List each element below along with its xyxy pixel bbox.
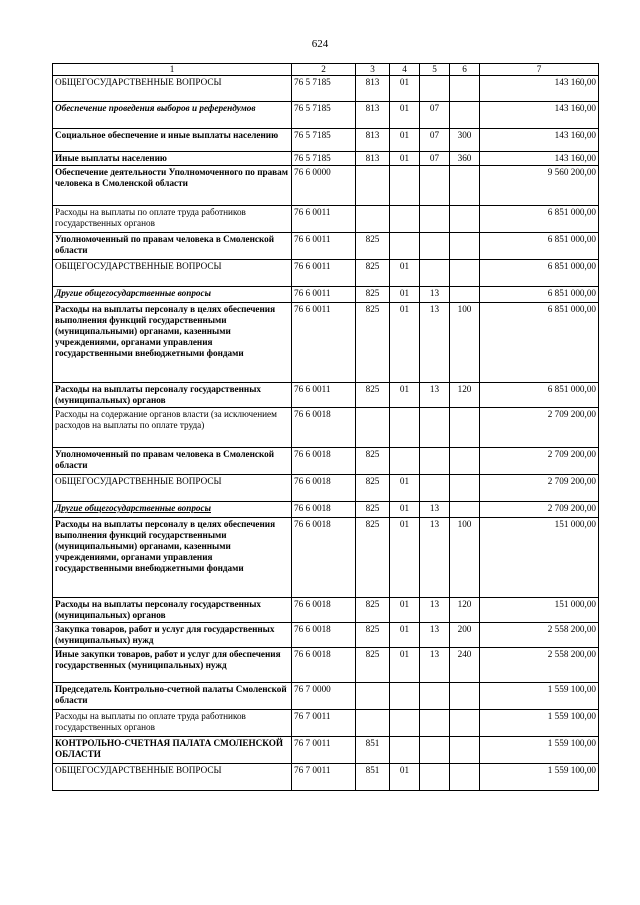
expense-name-cell: ОБЩЕГОСУДАРСТВЕННЫЕ ВОПРОСЫ xyxy=(53,260,292,287)
subsection-code-cell xyxy=(420,448,450,475)
section-code-cell xyxy=(390,448,420,475)
amount-cell: 6 851 000,00 xyxy=(480,260,599,287)
subsection-code-cell xyxy=(420,710,450,737)
expense-type-code-cell xyxy=(450,206,480,233)
expense-name-cell: Расходы на содержание органов власти (за исключением расходов на выплаты по оплате труда) xyxy=(53,408,292,448)
table-row xyxy=(53,475,599,502)
column-number-row xyxy=(53,64,599,76)
target-code-cell: 76 6 0018 xyxy=(292,518,356,598)
grbs-code-cell xyxy=(356,206,390,233)
section-code-cell: 01 xyxy=(390,383,420,408)
expense-name-cell: Уполномоченный по правам человека в Смоленской области xyxy=(53,448,292,475)
expense-type-code-cell: 300 xyxy=(450,129,480,152)
target-code-cell: 76 6 0011 xyxy=(292,233,356,260)
expense-name-cell: Расходы на выплаты персоналу государственных (муниципальных) органов xyxy=(53,383,292,408)
expense-name-cell: Обеспечение деятельности Уполномоченного по правам человека в Смоленской области xyxy=(53,166,292,206)
table-row xyxy=(53,598,599,623)
grbs-code-cell: 825 xyxy=(356,287,390,303)
column-header: 5 xyxy=(420,64,450,76)
section-code-cell: 01 xyxy=(390,129,420,152)
grbs-code-cell: 813 xyxy=(356,102,390,129)
section-code-cell: 01 xyxy=(390,287,420,303)
expense-name-cell: ОБЩЕГОСУДАРСТВЕННЫЕ ВОПРОСЫ xyxy=(53,475,292,502)
expense-name-cell: КОНТРОЛЬНО-СЧЕТНАЯ ПАЛАТА СМОЛЕНСКОЙ ОБЛАСТИ xyxy=(53,737,292,764)
expense-name-cell: Обеспечение проведения выборов и референдумов xyxy=(53,102,292,129)
expense-type-code-cell xyxy=(450,683,480,710)
table-row xyxy=(53,287,599,303)
expense-name-cell: Расходы на выплаты по оплате труда работников государственных органов xyxy=(53,710,292,737)
amount-cell: 2 709 200,00 xyxy=(480,408,599,448)
grbs-code-cell: 813 xyxy=(356,152,390,166)
target-code-cell: 76 7 0011 xyxy=(292,710,356,737)
section-code-cell: 01 xyxy=(390,598,420,623)
subsection-code-cell: 13 xyxy=(420,287,450,303)
expense-type-code-cell: 360 xyxy=(450,152,480,166)
grbs-code-cell xyxy=(356,166,390,206)
section-code-cell: 01 xyxy=(390,764,420,791)
grbs-code-cell: 825 xyxy=(356,233,390,260)
table-row xyxy=(53,206,599,233)
table-row xyxy=(53,233,599,260)
subsection-code-cell xyxy=(420,233,450,260)
expense-type-code-cell xyxy=(450,502,480,518)
subsection-code-cell: 13 xyxy=(420,623,450,648)
table-body xyxy=(53,76,599,791)
expense-name-cell: Иные закупки товаров, работ и услуг для обеспечения государственных (муниципальных) нужд xyxy=(53,648,292,683)
expense-name-cell: Другие общегосударственные вопросы xyxy=(53,287,292,303)
target-code-cell: 76 6 0018 xyxy=(292,502,356,518)
amount-cell: 1 559 100,00 xyxy=(480,737,599,764)
subsection-code-cell: 07 xyxy=(420,102,450,129)
subsection-code-cell: 13 xyxy=(420,502,450,518)
grbs-code-cell: 825 xyxy=(356,502,390,518)
column-header: 7 xyxy=(480,64,599,76)
subsection-code-cell xyxy=(420,683,450,710)
expense-name-cell: Расходы на выплаты по оплате труда работников государственных органов xyxy=(53,206,292,233)
page-number: 624 xyxy=(311,38,329,50)
subsection-code-cell xyxy=(420,408,450,448)
section-code-cell xyxy=(390,206,420,233)
expense-type-code-cell xyxy=(450,260,480,287)
amount-cell: 1 559 100,00 xyxy=(480,710,599,737)
target-code-cell: 76 6 0018 xyxy=(292,408,356,448)
grbs-code-cell: 825 xyxy=(356,303,390,383)
expense-name-cell: Уполномоченный по правам человека в Смоленской области xyxy=(53,233,292,260)
section-code-cell: 01 xyxy=(390,475,420,502)
amount-cell: 9 560 200,00 xyxy=(480,166,599,206)
expense-type-code-cell xyxy=(450,764,480,791)
table-row xyxy=(53,710,599,737)
target-code-cell: 76 6 0000 xyxy=(292,166,356,206)
section-code-cell: 01 xyxy=(390,152,420,166)
amount-cell: 6 851 000,00 xyxy=(480,383,599,408)
table-row xyxy=(53,102,599,129)
section-code-cell xyxy=(390,233,420,260)
section-code-cell: 01 xyxy=(390,260,420,287)
budget-table xyxy=(52,63,599,791)
section-code-cell: 01 xyxy=(390,102,420,129)
amount-cell: 2 709 200,00 xyxy=(480,502,599,518)
table-row xyxy=(53,303,599,383)
target-code-cell: 76 6 0011 xyxy=(292,383,356,408)
expense-type-code-cell: 240 xyxy=(450,648,480,683)
expense-type-code-cell xyxy=(450,475,480,502)
subsection-code-cell: 07 xyxy=(420,129,450,152)
grbs-code-cell: 825 xyxy=(356,383,390,408)
amount-cell: 2 558 200,00 xyxy=(480,648,599,683)
column-header: 4 xyxy=(390,64,420,76)
expense-type-code-cell xyxy=(450,448,480,475)
expense-type-code-cell xyxy=(450,710,480,737)
target-code-cell: 76 6 0011 xyxy=(292,206,356,233)
expense-type-code-cell xyxy=(450,76,480,102)
table-row xyxy=(53,129,599,152)
table-row xyxy=(53,383,599,408)
amount-cell: 1 559 100,00 xyxy=(480,683,599,710)
grbs-code-cell: 825 xyxy=(356,623,390,648)
table-row xyxy=(53,152,599,166)
subsection-code-cell xyxy=(420,764,450,791)
target-code-cell: 76 6 0018 xyxy=(292,648,356,683)
amount-cell: 1 559 100,00 xyxy=(480,764,599,791)
subsection-code-cell: 13 xyxy=(420,598,450,623)
grbs-code-cell xyxy=(356,683,390,710)
grbs-code-cell: 825 xyxy=(356,475,390,502)
target-code-cell: 76 7 0000 xyxy=(292,683,356,710)
column-header: 3 xyxy=(356,64,390,76)
amount-cell: 143 160,00 xyxy=(480,102,599,129)
target-code-cell: 76 6 0018 xyxy=(292,475,356,502)
section-code-cell xyxy=(390,166,420,206)
section-code-cell: 01 xyxy=(390,502,420,518)
expense-type-code-cell xyxy=(450,102,480,129)
target-code-cell: 76 7 0011 xyxy=(292,764,356,791)
expense-name-cell: Социальное обеспечение и иные выплаты населению xyxy=(53,129,292,152)
section-code-cell xyxy=(390,737,420,764)
expense-name-cell: ОБЩЕГОСУДАРСТВЕННЫЕ ВОПРОСЫ xyxy=(53,76,292,102)
amount-cell: 151 000,00 xyxy=(480,518,599,598)
expense-type-code-cell: 200 xyxy=(450,623,480,648)
subsection-code-cell: 13 xyxy=(420,518,450,598)
amount-cell: 2 709 200,00 xyxy=(480,475,599,502)
subsection-code-cell xyxy=(420,76,450,102)
subsection-code-cell: 07 xyxy=(420,152,450,166)
grbs-code-cell: 825 xyxy=(356,648,390,683)
grbs-code-cell xyxy=(356,408,390,448)
target-code-cell: 76 5 7185 xyxy=(292,102,356,129)
table-row xyxy=(53,764,599,791)
grbs-code-cell: 851 xyxy=(356,737,390,764)
table-row xyxy=(53,623,599,648)
expense-type-code-cell: 100 xyxy=(450,303,480,383)
table-row xyxy=(53,76,599,102)
amount-cell: 6 851 000,00 xyxy=(480,287,599,303)
expense-name-cell: Другие общегосударственные вопросы xyxy=(53,502,292,518)
target-code-cell: 76 6 0018 xyxy=(292,623,356,648)
expense-type-code-cell xyxy=(450,233,480,260)
subsection-code-cell xyxy=(420,737,450,764)
grbs-code-cell: 825 xyxy=(356,260,390,287)
target-code-cell: 76 6 0011 xyxy=(292,303,356,383)
grbs-code-cell: 825 xyxy=(356,448,390,475)
section-code-cell xyxy=(390,683,420,710)
target-code-cell: 76 5 7185 xyxy=(292,152,356,166)
subsection-code-cell: 13 xyxy=(420,648,450,683)
amount-cell: 143 160,00 xyxy=(480,129,599,152)
grbs-code-cell xyxy=(356,710,390,737)
table-row xyxy=(53,166,599,206)
expense-name-cell: Расходы на выплаты персоналу в целях обеспечения выполнения функций государственными (муниципальными) органами, казенными учреждениями, органами управления государственными внебюджетными фондами xyxy=(53,303,292,383)
grbs-code-cell: 825 xyxy=(356,598,390,623)
table-row xyxy=(53,260,599,287)
target-code-cell: 76 5 7185 xyxy=(292,76,356,102)
subsection-code-cell xyxy=(420,475,450,502)
table-row xyxy=(53,683,599,710)
target-code-cell: 76 6 0018 xyxy=(292,448,356,475)
amount-cell: 6 851 000,00 xyxy=(480,233,599,260)
grbs-code-cell: 813 xyxy=(356,129,390,152)
expense-type-code-cell: 100 xyxy=(450,518,480,598)
target-code-cell: 76 7 0011 xyxy=(292,737,356,764)
section-code-cell: 01 xyxy=(390,623,420,648)
grbs-code-cell: 851 xyxy=(356,764,390,791)
section-code-cell: 01 xyxy=(390,648,420,683)
subsection-code-cell: 13 xyxy=(420,383,450,408)
section-code-cell: 01 xyxy=(390,76,420,102)
expense-type-code-cell xyxy=(450,737,480,764)
expense-name-cell: Председатель Контрольно-счетной палаты Смоленской области xyxy=(53,683,292,710)
grbs-code-cell: 813 xyxy=(356,76,390,102)
target-code-cell: 76 6 0011 xyxy=(292,260,356,287)
expense-name-cell: Расходы на выплаты персоналу государственных (муниципальных) органов xyxy=(53,598,292,623)
expense-type-code-cell: 120 xyxy=(450,383,480,408)
expense-name-cell: ОБЩЕГОСУДАРСТВЕННЫЕ ВОПРОСЫ xyxy=(53,764,292,791)
amount-cell: 143 160,00 xyxy=(480,76,599,102)
expense-name-cell: Иные выплаты населению xyxy=(53,152,292,166)
amount-cell: 6 851 000,00 xyxy=(480,303,599,383)
table-row xyxy=(53,518,599,598)
subsection-code-cell xyxy=(420,260,450,287)
subsection-code-cell xyxy=(420,166,450,206)
amount-cell: 2 709 200,00 xyxy=(480,448,599,475)
subsection-code-cell xyxy=(420,206,450,233)
section-code-cell xyxy=(390,710,420,737)
table-row xyxy=(53,502,599,518)
amount-cell: 6 851 000,00 xyxy=(480,206,599,233)
target-code-cell: 76 6 0011 xyxy=(292,287,356,303)
grbs-code-cell: 825 xyxy=(356,518,390,598)
amount-cell: 151 000,00 xyxy=(480,598,599,623)
column-header: 1 xyxy=(53,64,292,76)
expense-type-code-cell xyxy=(450,166,480,206)
expense-type-code-cell xyxy=(450,408,480,448)
table-row xyxy=(53,737,599,764)
target-code-cell: 76 5 7185 xyxy=(292,129,356,152)
expense-type-code-cell xyxy=(450,287,480,303)
expense-type-code-cell: 120 xyxy=(450,598,480,623)
column-header: 6 xyxy=(450,64,480,76)
section-code-cell: 01 xyxy=(390,518,420,598)
column-header: 2 xyxy=(292,64,356,76)
table-row xyxy=(53,408,599,448)
amount-cell: 143 160,00 xyxy=(480,152,599,166)
amount-cell: 2 558 200,00 xyxy=(480,623,599,648)
subsection-code-cell: 13 xyxy=(420,303,450,383)
table-row xyxy=(53,448,599,475)
target-code-cell: 76 6 0018 xyxy=(292,598,356,623)
table-row xyxy=(53,648,599,683)
expense-name-cell: Закупка товаров, работ и услуг для государственных (муниципальных) нужд xyxy=(53,623,292,648)
section-code-cell xyxy=(390,408,420,448)
section-code-cell: 01 xyxy=(390,303,420,383)
expense-name-cell: Расходы на выплаты персоналу в целях обеспечения выполнения функций государственными (муниципальными) органами, казенными учреждениями, органами управления государственными внебюджетными фондами xyxy=(53,518,292,598)
